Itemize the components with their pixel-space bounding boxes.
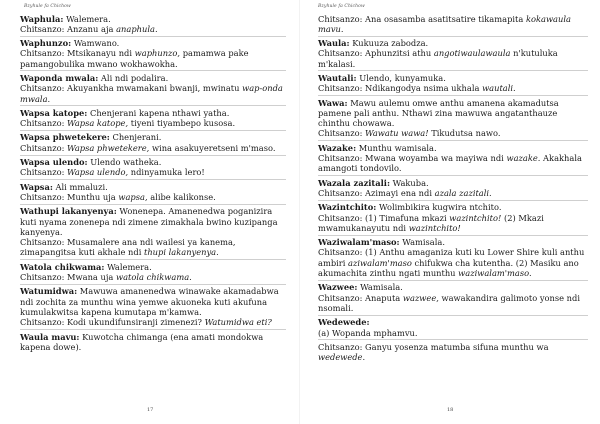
example-text: Chitsanzo: bbox=[20, 167, 68, 178]
headword: Wazala zazitali: bbox=[318, 177, 391, 188]
definition: Munthu wamisala. bbox=[356, 142, 437, 153]
example-highlight: Watumidwa eti? bbox=[204, 317, 272, 328]
entry-definition-line bbox=[20, 14, 286, 24]
example-highlight: waphunzo, bbox=[134, 48, 181, 59]
headword: Watola chikwama: bbox=[20, 261, 105, 272]
example-text: Chitsanzo: Mwana uja bbox=[20, 272, 116, 283]
dictionary-entry bbox=[20, 71, 286, 106]
example-text: ndinyamuka lero! bbox=[128, 167, 205, 178]
entry-definition-line bbox=[318, 143, 588, 153]
headword: Wapsa katope: bbox=[20, 107, 88, 118]
headword: Wapsa phwetekere: bbox=[20, 132, 110, 143]
example-sentence bbox=[20, 118, 286, 128]
dictionary-entry bbox=[20, 260, 286, 285]
example-text: Chitsanzo: Ana osasamba asatitsatire tikamapita bbox=[318, 13, 526, 24]
definition: Wolimbikira kugwira ntchito. bbox=[376, 202, 502, 213]
example-text: Tikudutsa nawo. bbox=[428, 128, 501, 139]
example-text: n'kutuluka m'kalasi. bbox=[318, 48, 558, 69]
running-head: Bzyhule fa Chichow bbox=[318, 4, 365, 9]
dictionary-entry bbox=[20, 180, 286, 205]
entry-definition-line bbox=[20, 182, 286, 192]
example-sentence bbox=[20, 272, 286, 282]
entry-definition-line bbox=[20, 262, 286, 272]
example-text: Chitsanzo: Akuyankha mwamakani bwanji, mwinatu bbox=[20, 83, 243, 94]
entry-definition-line bbox=[20, 73, 286, 83]
headword: Waula mavu: bbox=[20, 331, 80, 342]
headword: Wathupi lakanyenya: bbox=[20, 206, 117, 217]
left-page-entries bbox=[20, 12, 286, 354]
example-sentence bbox=[318, 328, 588, 338]
example-highlight: wap-onda mwala. bbox=[20, 83, 283, 104]
example-text: Chitsanzo: Ganyu yosenza matumba sifuna munthu wa bbox=[318, 341, 549, 352]
definition: Ulendo watheka. bbox=[87, 157, 162, 168]
example-sentence bbox=[20, 48, 286, 69]
example-sentence bbox=[20, 192, 286, 202]
dictionary-entry bbox=[318, 236, 588, 281]
definition: Wamwano. bbox=[71, 38, 120, 49]
example-highlight: kokawaula mavu. bbox=[318, 13, 571, 34]
example-text: wina asakuyeretseni m'maso. bbox=[149, 142, 276, 153]
example-sentence bbox=[318, 342, 588, 363]
entry-definition-line bbox=[20, 157, 286, 167]
page-number: 18 bbox=[447, 407, 454, 413]
right-page bbox=[310, 0, 590, 424]
example-sentence bbox=[20, 317, 286, 327]
entry-definition-line bbox=[318, 282, 588, 292]
definition: Walemera. bbox=[104, 261, 152, 272]
definition: Ali ndi podalira. bbox=[98, 72, 169, 83]
example-sentence bbox=[318, 128, 588, 138]
example-text: Chitsanzo: (1) Anthu amaganiza kuti ku Lower Shire kuli anthu ambiri bbox=[318, 247, 585, 268]
example-text: Chitsanzo: Kodi ukundifunsiranji zimenezi? bbox=[20, 317, 205, 328]
entry-definition-line bbox=[20, 332, 286, 353]
running-head: Bzyhule fa Chichow bbox=[24, 4, 71, 9]
dictionary-entry bbox=[20, 285, 286, 330]
entry-definition-line bbox=[318, 317, 588, 327]
example-highlight: wazake. bbox=[506, 153, 541, 164]
dictionary-entry bbox=[318, 316, 588, 341]
dictionary-entry bbox=[318, 37, 588, 72]
definition: Wamisala. bbox=[357, 282, 403, 293]
example-text: Chitsanzo: Ndikangodya nsima ukhala bbox=[318, 83, 483, 94]
example-sentence bbox=[20, 167, 286, 177]
example-highlight: thupi lakanyenya. bbox=[144, 247, 219, 258]
headword: Wapsa ulendo: bbox=[20, 157, 88, 168]
example-highlight: anaphula. bbox=[116, 23, 158, 34]
example-sentence bbox=[318, 153, 588, 174]
example-highlight: wazwee, bbox=[402, 292, 439, 303]
entry-definition-line bbox=[318, 73, 588, 83]
example-text: Chitsanzo: bbox=[318, 128, 366, 139]
example-highlight: wazintchito! bbox=[449, 212, 502, 223]
example-text: Chitsanzo: bbox=[20, 118, 68, 129]
example-sentence bbox=[318, 48, 588, 69]
headword: Wedewede: bbox=[318, 317, 370, 328]
headword: Waphula: bbox=[20, 13, 64, 24]
example-sentence bbox=[318, 293, 588, 314]
definition: Ali mmaluzi. bbox=[52, 181, 108, 192]
headword: Watumidwa: bbox=[20, 286, 78, 297]
example-text: (a) Wopanda mphamvu. bbox=[318, 327, 418, 338]
dictionary-entry bbox=[318, 201, 588, 236]
gutter bbox=[299, 0, 300, 424]
entry-definition-line bbox=[318, 98, 588, 129]
definition: Walemera. bbox=[63, 13, 111, 24]
example-text: tiyeni tiyambepo kusosa. bbox=[128, 118, 236, 129]
example-highlight: Wawatu wawa! bbox=[365, 128, 429, 139]
dictionary-entry bbox=[20, 131, 286, 156]
example-text: wawakandira galimoto yonse ndi nsomali. bbox=[318, 292, 580, 313]
example-highlight: watola chikwama. bbox=[116, 272, 192, 283]
entry-definition-line bbox=[318, 237, 588, 247]
dictionary-entry bbox=[20, 37, 286, 72]
example-sentence bbox=[318, 213, 588, 234]
example-text: Chitsanzo: Munthu uja bbox=[20, 191, 119, 202]
dictionary-entry bbox=[318, 12, 588, 37]
dictionary-entry bbox=[318, 96, 588, 141]
example-text: Chitsanzo: Mwana woyamba wa mayiwa ndi bbox=[318, 153, 507, 164]
dictionary-entry bbox=[20, 12, 286, 37]
dictionary-entry bbox=[20, 330, 286, 354]
headword: Waziwalam'maso: bbox=[318, 237, 400, 248]
definition: Kukuuza zabodza. bbox=[349, 38, 429, 49]
example-highlight: wautali. bbox=[482, 83, 516, 94]
example-sentence bbox=[318, 83, 588, 93]
dictionary-entry bbox=[318, 141, 588, 176]
definition: Wakuba. bbox=[390, 177, 429, 188]
headword: Wapsa: bbox=[20, 181, 53, 192]
headword: Waphunzo: bbox=[20, 38, 72, 49]
entry-definition-line bbox=[20, 206, 286, 237]
example-text: Chitsanzo: Anzanu aja bbox=[20, 23, 117, 34]
entry-definition-line bbox=[318, 178, 588, 188]
entry-definition-line bbox=[318, 202, 588, 212]
page-number: 17 bbox=[147, 407, 154, 413]
example-highlight: wedewede. bbox=[318, 352, 366, 363]
example-text: Chitsanzo: Mtsikanayu ndi bbox=[20, 48, 135, 59]
entry-definition-line bbox=[318, 38, 588, 48]
example-highlight: aziwalam'maso bbox=[348, 257, 412, 268]
right-page-entries bbox=[318, 12, 588, 364]
definition: Kuwotcha chimanga (ena amati mondokwa kapena dowe). bbox=[20, 331, 264, 352]
headword: Wazintchito: bbox=[318, 202, 377, 213]
example-sentence bbox=[20, 83, 286, 104]
dictionary-entry bbox=[318, 71, 588, 96]
example-text: Chitsanzo: bbox=[20, 142, 68, 153]
definition: Mawuwa amanenedwa winawake akamadabwa ndi zochita za munthu wina yemwe akuoneka kuti akufuna kumulakwitsa kapena kumutapa m'kamwa. bbox=[20, 286, 279, 317]
example-text: Chitsanzo: Azimayi ena ndi bbox=[318, 187, 435, 198]
dictionary-entry bbox=[20, 205, 286, 260]
entry-definition-line bbox=[20, 132, 286, 142]
example-sentence bbox=[318, 14, 588, 35]
example-highlight: angotiwaulawaula bbox=[433, 48, 511, 59]
entry-definition-line bbox=[20, 286, 286, 317]
dictionary-entry bbox=[318, 340, 588, 364]
headword: Wautali: bbox=[318, 72, 357, 83]
headword: Wazwee: bbox=[318, 282, 358, 293]
dictionary-entry bbox=[20, 156, 286, 181]
example-sentence bbox=[20, 24, 286, 34]
dictionary-entry bbox=[318, 176, 588, 201]
example-highlight: waziwalam'maso. bbox=[458, 268, 532, 279]
example-highlight: wapsa, bbox=[118, 191, 148, 202]
example-highlight: azala zazitali. bbox=[434, 187, 492, 198]
headword: Waponda mwala: bbox=[20, 72, 99, 83]
definition: Wonenepa. Amanenedwa poganizira kuti nyama zonenepa ndi zimene zimakhala bwino kuzipanga kanyenya. bbox=[20, 206, 278, 237]
definition: Wamisala. bbox=[399, 237, 445, 248]
example-text: alibe kalikonse. bbox=[147, 191, 216, 202]
entry-definition-line bbox=[20, 38, 286, 48]
example-sentence bbox=[318, 188, 588, 198]
headword: Waula: bbox=[318, 38, 350, 49]
example-text: (2) Mkazi mwamukanayutu ndi bbox=[318, 212, 544, 233]
example-highlight: Wapsa katope, bbox=[67, 118, 129, 129]
example-sentence bbox=[318, 247, 588, 278]
example-text: Chitsanzo: Anaputa bbox=[318, 292, 403, 303]
dictionary-entry bbox=[20, 106, 286, 131]
entry-definition-line bbox=[20, 108, 286, 118]
definition: Mawu aulemu omwe anthu amanena akamadutsa pamene pali anthu. Nthawi zina mawuwa angatanthauze chinthu chowawa. bbox=[318, 97, 559, 129]
example-text: pamamwa pake pamangobulika mwano wokhawokha. bbox=[20, 48, 249, 69]
headword: Wawa: bbox=[318, 97, 348, 108]
definition: Ulendo, kunyamuka. bbox=[356, 72, 446, 83]
left-page bbox=[10, 0, 290, 424]
example-highlight: Wapsa ulendo, bbox=[67, 167, 129, 178]
example-text: Chitsanzo: (1) Timafuna mkazi bbox=[318, 212, 450, 223]
example-highlight: wazintchito! bbox=[408, 222, 461, 233]
example-text: chifukwa cha kutentha. (2) Masiku ano akumachita zinthu ngati munthu bbox=[318, 257, 579, 279]
headword: Wazake: bbox=[318, 142, 357, 153]
definition: Chenjerani kapena nthawi yatha. bbox=[87, 107, 230, 118]
example-text: Chitsanzo: Musamalere ana ndi wailesi ya kanema, zimapangitsa kuti akhale ndi bbox=[20, 237, 236, 258]
example-sentence bbox=[20, 237, 286, 258]
example-text: Akakhala amangoti tondovilo. bbox=[318, 153, 582, 174]
example-highlight: Wapsa phwetekere, bbox=[67, 142, 150, 153]
example-text: Chitsanzo: Aphunzitsi athu bbox=[318, 48, 434, 59]
definition: Chenjerani. bbox=[109, 132, 162, 143]
dictionary-entry bbox=[318, 281, 588, 316]
example-sentence bbox=[20, 143, 286, 153]
